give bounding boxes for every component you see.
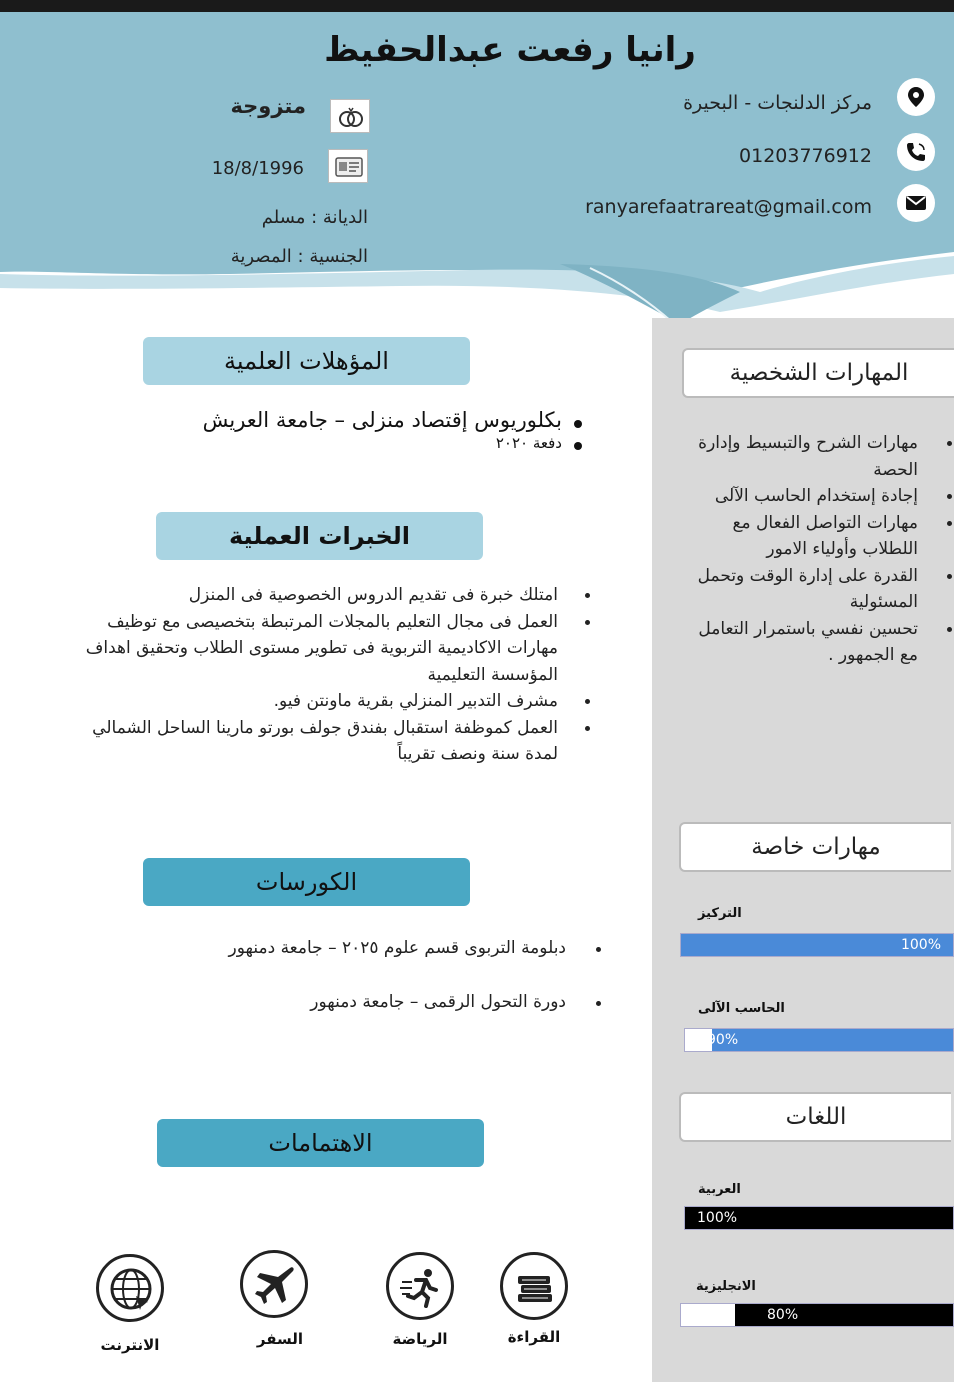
skill-bar-percent: 100% xyxy=(900,937,941,953)
skill-bar-label: الحاسب الآلى xyxy=(698,1001,785,1016)
interest-label-internet: الانترنت xyxy=(100,1336,160,1354)
education-list xyxy=(142,408,582,452)
languages-title: اللغات xyxy=(679,1092,951,1142)
language-bar-arabic xyxy=(684,1206,954,1230)
interests-title: الاهتمامات xyxy=(157,1119,484,1167)
envelope-icon xyxy=(897,184,935,222)
skill-bar-computer xyxy=(684,1028,954,1052)
experience-title: الخبرات العملية xyxy=(156,512,483,560)
phone-icon xyxy=(897,133,935,171)
language-bar-percent: 80% xyxy=(767,1307,799,1323)
skill-bar-label: التركيز xyxy=(698,906,742,921)
personal-skills-list xyxy=(678,430,918,669)
skill-bar-percent: 90% xyxy=(707,1032,739,1048)
language-bar-label: العربية xyxy=(698,1182,741,1197)
birth-date: 18/8/1996 xyxy=(211,158,304,179)
books-icon xyxy=(500,1252,568,1320)
personal-skill-item: تحسين نفسي باستمرار التعامل مع الجمهور . xyxy=(678,616,918,669)
personal-skill-item: مهارات الشرح والتبسيط وإدارة الحصة xyxy=(678,430,918,483)
running-icon xyxy=(386,1252,454,1320)
experience-item: امتلك خبرة فى تقديم الدروس الخصوصية فى المنزل xyxy=(62,582,592,609)
personal-skill-item: مهارات التواصل الفعال مع اللطلاب وأولياء الامور xyxy=(678,510,918,563)
phone-text: 01203776912 xyxy=(739,145,872,167)
address-text: مركز الدلنجات - البحيرة xyxy=(683,92,872,114)
interest-label-reading: القراءة xyxy=(507,1328,561,1346)
education-year: دفعة ٢٠٢٠ xyxy=(142,434,582,452)
interest-label-sports: الرياضة xyxy=(392,1330,448,1348)
skill-bar-focus xyxy=(680,933,954,957)
top-bar xyxy=(0,0,954,12)
rings-icon xyxy=(330,99,370,133)
interest-label-travel: السفر xyxy=(256,1330,304,1348)
special-skills-title: مهارات خاصة xyxy=(679,822,951,872)
personal-skills-title: المهارات الشخصية xyxy=(682,348,954,398)
course-item: دبلومة التربوى قسم علوم ٢٠٢٥ – جامعة دمنهور xyxy=(229,938,604,958)
language-bar-english xyxy=(680,1303,954,1327)
courses-title: الكورسات xyxy=(143,858,470,906)
language-bar-percent: 100% xyxy=(697,1210,738,1226)
globe-icon xyxy=(96,1254,164,1322)
candidate-name: رانيا رفعت عبدالحفيظ xyxy=(324,30,696,70)
experience-item: مشرف التدبير المنزلي بقرية ماونتن فيو. xyxy=(62,688,592,715)
skill-bar-fill xyxy=(712,1029,953,1051)
experience-item: العمل كموظفة استقبال بفندق جولف بورتو مارينا الساحل الشمالي لمدة سنة ونصف تقريباً xyxy=(62,715,592,768)
id-card-icon xyxy=(328,149,368,183)
airplane-icon xyxy=(240,1250,308,1318)
nationality-text: الجنسية : المصرية xyxy=(230,246,368,267)
personal-skill-item: القدرة على إدارة الوقت وتحمل المسئولية xyxy=(678,563,918,616)
education-title: المؤهلات العلمية xyxy=(143,337,470,385)
personal-skill-item: إجادة إستخدام الحاسب الآلى xyxy=(678,483,918,510)
experience-list xyxy=(62,582,592,768)
education-degree: بكلوريوس إقتصاد منزلى – جامعة العريش xyxy=(142,408,582,432)
course-item: دورة التحول الرقمى – جامعة دمنهور xyxy=(310,992,604,1012)
language-bar-label: الانجليزية xyxy=(696,1279,756,1294)
email-text: ranyarefaatrareat@gmail.com xyxy=(585,196,872,218)
marital-status: متزوجة xyxy=(230,94,306,118)
experience-item: العمل فى مجال التعليم بالمجلات المرتبطة بتخصيصى مع توظيف مهارات الاكاديمية التربوية فى تطوير مستوى الطلاب وتحقيق اهداف المؤسسة التعليمية xyxy=(62,609,592,689)
religion-text: الديانة : مسلم xyxy=(261,207,368,228)
location-pin-icon xyxy=(897,78,935,116)
